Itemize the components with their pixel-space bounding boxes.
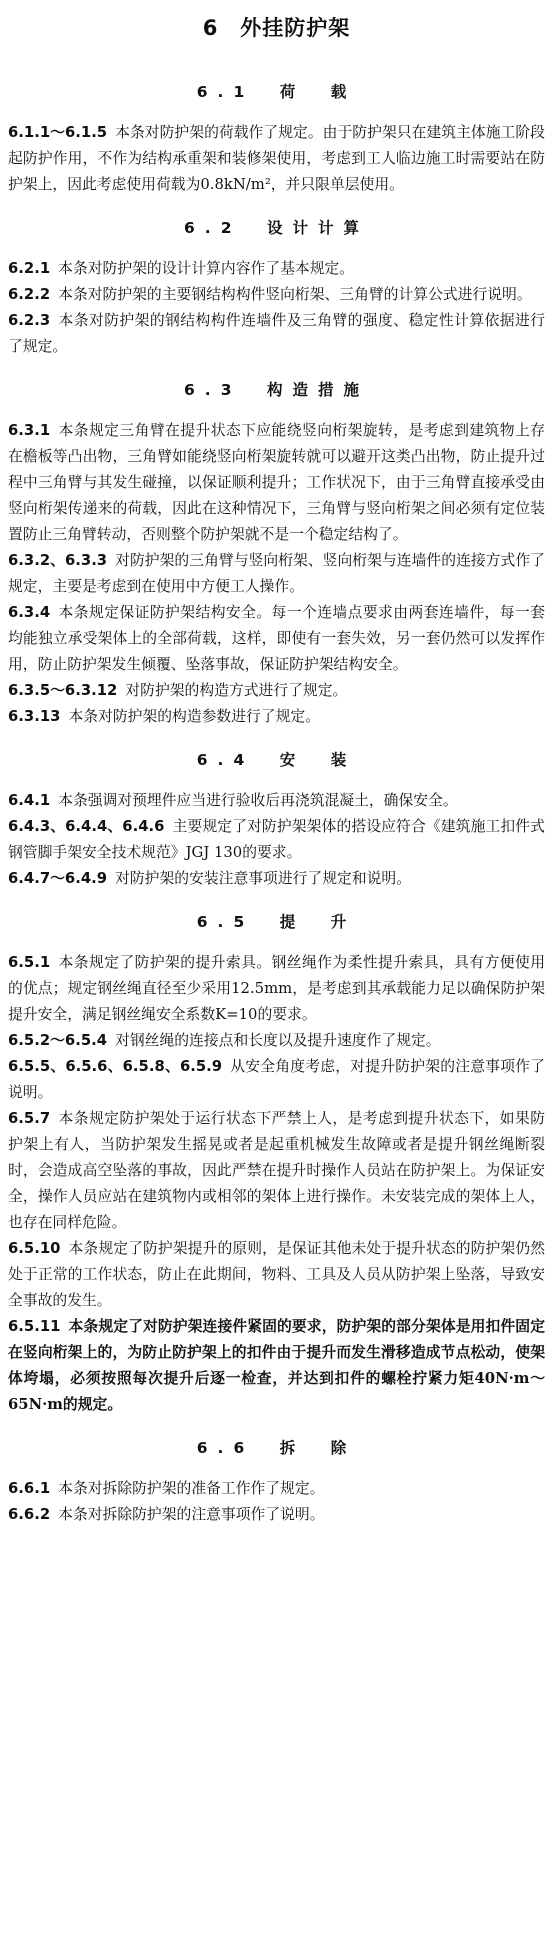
clause-paragraph — [8, 1106, 545, 1236]
clause-number: 6.3.4 — [8, 604, 51, 621]
clause-number: 6.3.2、6.3.3 — [8, 552, 108, 569]
clause-paragraph — [8, 866, 545, 892]
clause-number: 6.4.1 — [8, 792, 51, 809]
clause-number: 6.6.2 — [8, 1506, 51, 1523]
clause-paragraph — [8, 1314, 545, 1418]
section-title: 6.4 安 装 — [196, 751, 357, 769]
clause-number: 6.2.3 — [8, 312, 51, 329]
clause-paragraph — [8, 1502, 545, 1528]
section-title: 6.3 构造措施 — [184, 381, 369, 399]
clause-number: 6.3.13 — [8, 708, 61, 725]
clause-text: 本条对防护架的设计计算内容作了基本规定。 — [58, 260, 355, 277]
clause-text: 本条规定了防护架提升的原则，是保证其他未处于提升状态的防护架仍然处于正常的工作状态，防止在此期间，物料、工具及人员从防护架上坠落，导致安全事故的发生。 — [8, 1240, 545, 1309]
clause-paragraph — [8, 548, 545, 600]
clause-text: 本条规定三角臂在提升状态下应能绕竖向桁架旋转，是考虑到建筑物上存在檐板等凸出物，三角臂如能绕竖向桁架旋转就可以避开这类凸出物，防止提升过程中三角臂与其发生碰撞，以保证顺利提升；工作状况下，由于三角臂直接承受由竖向桁架传递来的荷载，因此在这种情况下，三角臂与竖向桁架之间必须有定位装置防止三角臂转动，否则整个防护架就不是一个稳定结构了。 — [8, 422, 545, 543]
clause-number: 6.4.3、6.4.4、6.4.6 — [8, 818, 165, 835]
clause-text: 本条对防护架的钢结构构件连墙件及三角臂的强度、稳定性计算依据进行了规定。 — [8, 312, 545, 355]
clause-paragraph — [8, 678, 545, 704]
clause-text: 主要规定了对防护架架体的搭设应符合《建筑施工扣件式钢管脚手架安全技术规范》JGJ 130的要求。 — [8, 818, 545, 861]
clause-paragraph — [8, 1236, 545, 1314]
clause-number: 6.5.1 — [8, 954, 51, 971]
section-title: 6.1 荷 载 — [196, 83, 357, 101]
clause-paragraph — [8, 950, 545, 1028]
clause-text: 本条对防护架的主要钢结构构件竖向桁架、三角臂的计算公式进行说明。 — [58, 286, 532, 303]
clause-paragraph — [8, 308, 545, 360]
clause-paragraph — [8, 600, 545, 678]
clause-text: 本条对防护架的荷载作了规定。由于防护架只在建筑主体施工阶段起防护作用，不作为结构承重架和装修架使用，考虑到工人临边施工时需要站在防护架上，因此考虑使用荷载为0.8kN/m²，并只限单层使用。 — [8, 124, 545, 193]
clause-paragraph — [8, 120, 545, 198]
clause-number: 6.3.1 — [8, 422, 51, 439]
clause-paragraph — [8, 1054, 545, 1106]
clause-number: 6.5.10 — [8, 1240, 61, 1257]
clause-text: 本条规定防护架处于运行状态下严禁上人，是考虑到提升状态下，如果防护架上有人，当防护架发生摇晃或者是起重机械发生故障或者是提升钢丝绳断裂时，会造成高空坠落的事故，因此严禁在提升时操作人员站在防护架上。为保证安全，操作人员应站在建筑物内或相邻的架体上进行操作。未安装完成的架体上人，也存在同样危险。 — [8, 1110, 545, 1231]
section-title: 6.2 设计计算 — [184, 219, 369, 237]
clause-paragraph — [8, 418, 545, 548]
clause-paragraph — [8, 1028, 545, 1054]
clause-text: 本条对拆除防护架的注意事项作了说明。 — [58, 1506, 325, 1523]
clause-number: 6.2.2 — [8, 286, 51, 303]
clause-number: 6.3.5～6.3.12 — [8, 682, 118, 699]
clause-number: 6.5.11 — [8, 1318, 61, 1335]
clause-paragraph — [8, 788, 545, 814]
clause-paragraph — [8, 282, 545, 308]
clause-paragraph — [8, 1476, 545, 1502]
clause-number: 6.5.5、6.5.6、6.5.8、6.5.9 — [8, 1058, 223, 1075]
clause-text: 对防护架的三角臂与竖向桁架、竖向桁架与连墙件的连接方式作了规定，主要是考虑到在使用中方便工人操作。 — [8, 552, 545, 595]
section-title: 6.6 拆 除 — [196, 1439, 357, 1457]
clause-text: 从安全角度考虑，对提升防护架的注意事项作了说明。 — [8, 1058, 545, 1101]
clause-number: 6.6.1 — [8, 1480, 51, 1497]
clause-paragraph — [8, 704, 545, 730]
clause-text: 本条强调对预埋件应当进行验收后再浇筑混凝土，确保安全。 — [58, 792, 458, 809]
chapter-title: 6 外挂防护架 — [202, 16, 351, 40]
clause-number: 6.1.1～6.1.5 — [8, 124, 108, 141]
clause-text: 对防护架的构造方式进行了规定。 — [125, 682, 348, 699]
clause-number: 6.5.7 — [8, 1110, 51, 1127]
clause-number: 6.4.7～6.4.9 — [8, 870, 108, 887]
clause-text: 对钢丝绳的连接点和长度以及提升速度作了规定。 — [115, 1032, 441, 1049]
clause-text: 本条对防护架的构造参数进行了规定。 — [68, 708, 320, 725]
clause-number: 6.2.1 — [8, 260, 51, 277]
clause-paragraph — [8, 256, 545, 282]
clause-text: 本条规定了对防护架连接件紧固的要求，防护架的部分架体是用扣件固定在竖向桁架上的，为防止防护架上的扣件由于提升而发生滑移造成节点松动，使架体垮塌，必须按照每次提升后逐一检查，并达到扣件的螺栓拧紧力矩40N·m～65N·m的规定。 — [8, 1318, 545, 1413]
clause-text: 本条规定保证防护架结构安全。每一个连墙点要求由两套连墙件，每一套均能独立承受架体上的全部荷载，这样，即使有一套失效，另一套仍然可以发挥作用，防止防护架发生倾覆、坠落事故，保证防护架结构安全。 — [8, 604, 545, 673]
clause-text: 对防护架的安装注意事项进行了规定和说明。 — [115, 870, 412, 887]
sections-container — [8, 80, 545, 1528]
clause-text: 本条规定了防护架的提升索具。钢丝绳作为柔性提升索具，具有方便使用的优点；规定钢丝绳直径至少采用12.5mm，是考虑到其承载能力足以确保防护架提升安全，满足钢丝绳安全系数K=10的要求。 — [8, 954, 545, 1023]
clause-text: 本条对拆除防护架的准备工作作了规定。 — [58, 1480, 325, 1497]
section-title: 6.5 提 升 — [196, 913, 357, 931]
clause-paragraph — [8, 814, 545, 866]
clause-number: 6.5.2～6.5.4 — [8, 1032, 108, 1049]
